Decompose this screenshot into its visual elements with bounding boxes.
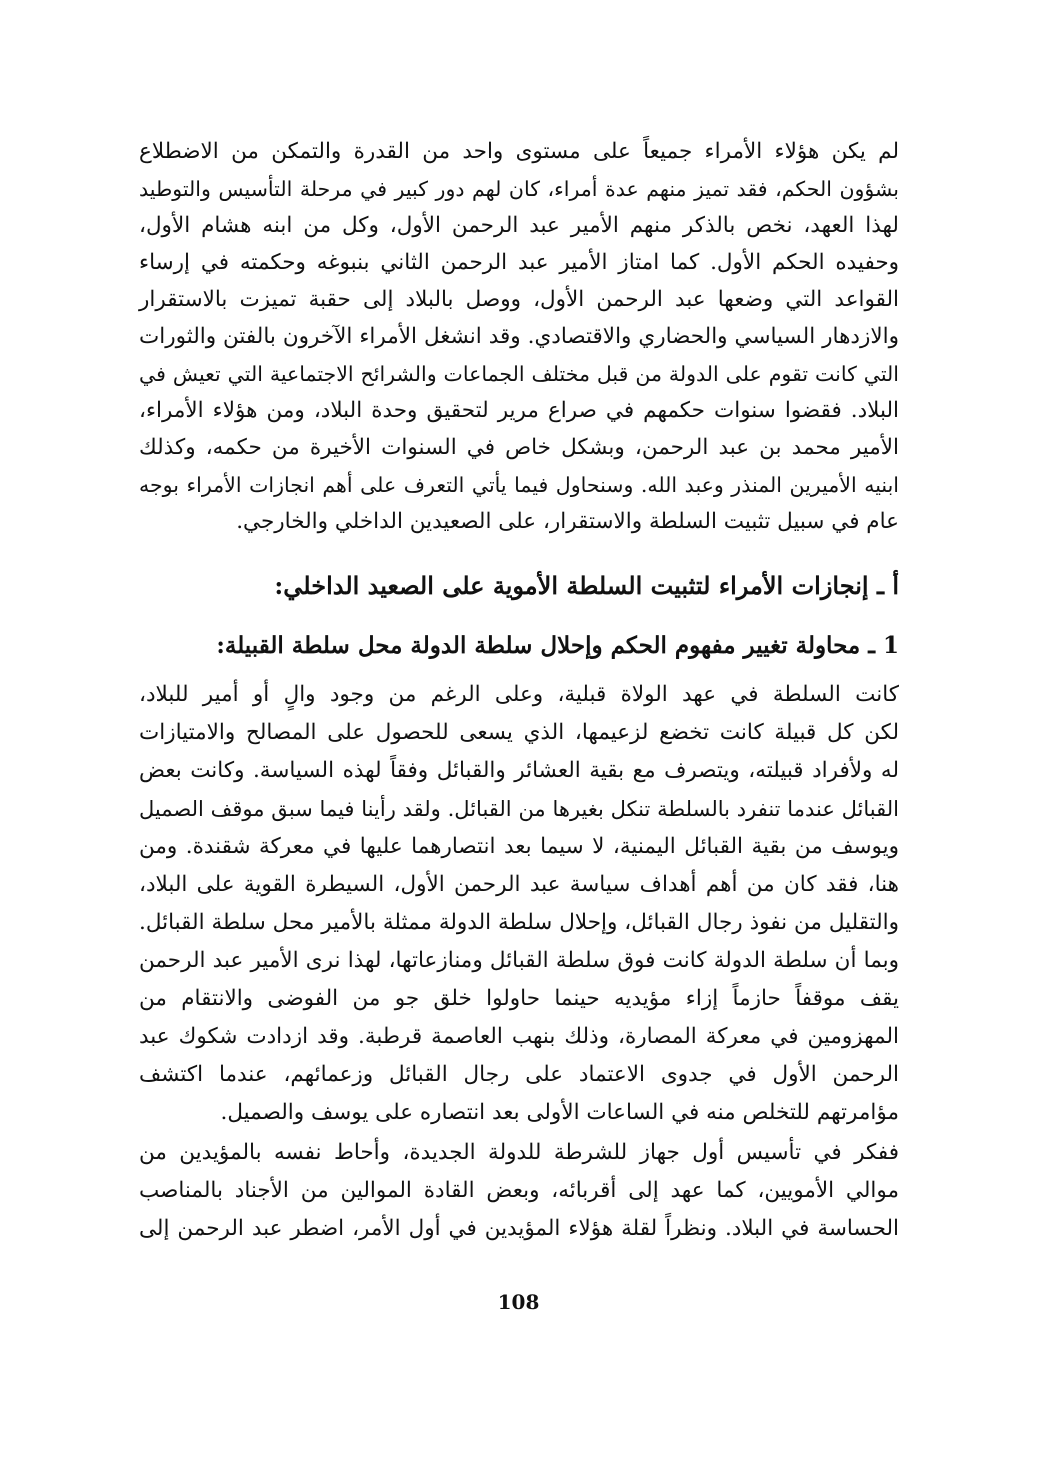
paragraph-1-line-3: لهذا العهد، نخص بالذكر منهم الأمير عبد الرحمن الأول، وكل من ابنه هشام الأول، [139,213,899,238]
paragraph-1-line-4: وحفيده الحكم الأول. كما امتاز الأمير عبد الرحمن الثاني بنبوغه وحكمته في إرساء [139,250,899,275]
paragraph-1-line-6: والازدهار السياسي والحضاري والاقتصادي. وقد انشغل الأمراء الآخرون بالفتن والثورات [139,324,899,349]
paragraph-1-line-10: ابنيه الأميرين المنذر وعبد الله. وسنحاول فيما يأتي التعرف على أهم انجازات الأمراء بوجه [139,473,899,497]
paragraph-2-line-7: والتقليل من نفوذ رجال القبائل، وإحلال سلطة الدولة ممثلة بالأمير محل سلطة القبائل. [139,910,899,935]
paragraph-1-line-9: الأمير محمد بن عبد الرحمن، وبشكل خاص في السنوات الأخيرة من حكمه، وكذلك [139,435,899,460]
paragraph-1-line-2: بشؤون الحكم، فقد تميز منهم عدة أمراء، كان لهم دور كبير في مرحلة التأسيس والتوطيد [139,177,899,201]
paragraph-3-line-2: موالي الأمويين، كما عهد إلى أقربائه، وبعض القادة الموالين من الأجناد بالمناصب [139,1178,899,1203]
section-heading-a: أ ـ إنجازات الأمراء لتثبيت السلطة الأموية على الصعيد الداخلي: [274,571,899,600]
paragraph-2-line-2: لكن كل قبيلة كانت تخضع لزعيمها، الذي يسعى للحصول على المصالح والامتيازات [139,720,899,745]
paragraph-2-line-12: مؤامرتهم للتخلص منه في الساعات الأولى بعد انتصاره على يوسف والصميل. [220,1100,899,1125]
paragraph-1-line-1: لم يكن هؤلاء الأمراء جميعاً على مستوى واحد من القدرة والتمكن من الاضطلاع [139,139,899,164]
paragraph-1-line-7: التي كانت تقوم على الدولة من قبل مختلف الجماعات والشرائح الاجتماعية التي تعيش في [139,362,899,386]
paragraph-2-line-5: ويوسف من بقية القبائل اليمنية، لا سيما بعد انتصارهما عليها في معركة شقندة. ومن [139,834,899,859]
paragraph-2-line-8: وبما أن سلطة الدولة كانت فوق سلطة القبائل ومنازعاتها، لهذا نرى الأمير عبد الرحمن [139,948,899,973]
page-number: 108 [497,1290,540,1314]
paragraph-1-line-8: البلاد. فقضوا سنوات حكمهم في صراع مرير لتحقيق وحدة البلاد، ومن هؤلاء الأمراء، [139,398,899,423]
paragraph-1-line-11: عام في سبيل تثبيت السلطة والاستقرار، على الصعيدين الداخلي والخارجي. [236,509,899,534]
paragraph-2-line-3: له ولأفراد قبيلته، ويتصرف مع بقية العشائر والقبائل وفقاً لهذه السياسة. وكانت بعض [139,758,899,783]
paragraph-3-line-3: الحساسة في البلاد. ونظراً لقلة هؤلاء المؤيدين في أول الأمر، اضطر عبد الرحمن إلى [139,1216,899,1241]
paragraph-2-line-9: يقف موقفاً حازماً إزاء مؤيديه حينما حاولوا خلق جو من الفوضى والانتقام من [139,986,899,1011]
paragraph-2-line-6: هنا، فقد كان من أهم أهداف سياسة عبد الرحمن الأول، السيطرة القوية على البلاد، [139,872,899,897]
paragraph-2-line-4: القبائل عندما تنفرد بالسلطة تنكل بغيرها من القبائل. ولقد رأينا فيما سبق موقف الصميل [139,797,899,821]
paragraph-2-line-1: كانت السلطة في عهد الولاة قبلية، وعلى الرغم من وجود والٍ أو أمير للبلاد، [139,682,899,707]
paragraph-2-line-10: المهزومين في معركة المصارة، وذلك بنهب العاصمة قرطبة. وقد ازدادت شكوك عبد [139,1024,899,1049]
paragraph-2-line-11: الرحمن الأول في جدوى الاعتماد على رجال القبائل وزعمائهم، عندما اكتشف [139,1062,899,1087]
paragraph-1-line-5: القواعد التي وضعها عبد الرحمن الأول، ووصل بالبلاد إلى حقبة تميزت بالاستقرار [139,287,899,312]
paragraph-3-line-1: ففكر في تأسيس أول جهاز للشرطة للدولة الجديدة، وأحاط نفسه بالمؤيدين من [139,1140,899,1165]
subsection-heading-1: 1 ـ محاولة تغيير مفهوم الحكم وإحلال سلطة الدولة محل سلطة القبيلة: [216,632,899,659]
